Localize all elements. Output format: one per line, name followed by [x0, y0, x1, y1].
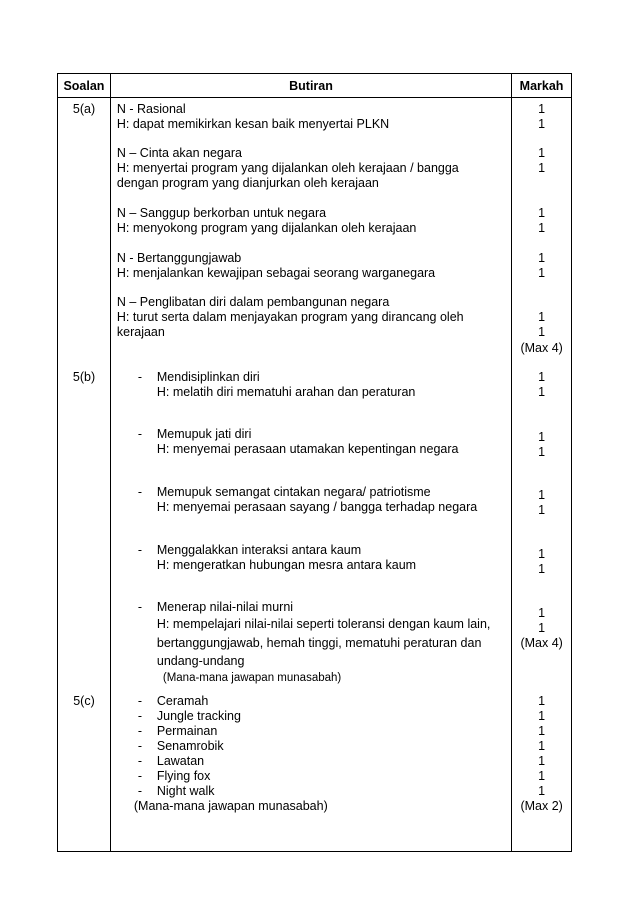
q5b-point-3-dash: - — [137, 485, 143, 499]
mark: 1 — [538, 117, 546, 131]
header-butiran: Butiran — [110, 74, 511, 98]
mark: 1 — [538, 102, 546, 116]
q5b-max-mark: (Max 4) — [520, 636, 563, 650]
mark: 1 — [538, 221, 546, 235]
q5a-point-4-h: H: menjalankan kewajipan sebagai seorang warganegara — [116, 266, 436, 280]
q5b-point-1-n: Mendisiplinkan diri — [156, 370, 260, 384]
q5a-point-3-h: H: menyokong program yang dijalankan oleh kerajaan — [116, 221, 417, 235]
q5b-point-1-h: H: melatih diri mematuhi arahan dan peraturan — [156, 385, 416, 399]
mark: 1 — [538, 562, 546, 576]
mark: 1 — [538, 547, 546, 561]
mark: 1 — [538, 739, 546, 753]
q5b-point-3-n: Memupuk semangat cintakan negara/ patriotisme — [156, 485, 431, 499]
details-column — [110, 98, 511, 852]
q5b-point-4-dash: - — [137, 543, 143, 557]
mark: 1 — [538, 251, 546, 265]
question-5c: 5(c) — [73, 694, 95, 708]
q5c-dash-1: - — [137, 694, 143, 708]
body-row — [58, 98, 572, 852]
q5a-max-mark: (Max 4) — [520, 341, 563, 355]
q5b-point-1-dash: - — [137, 370, 143, 384]
q5c-max-mark: (Max 2) — [520, 799, 563, 813]
question-5b: 5(b) — [72, 370, 96, 384]
q5b-point-4-h: H: mengeratkan hubungan mesra antara kaum — [156, 558, 417, 572]
q5b-point-2-dash: - — [137, 427, 143, 441]
question-column — [58, 98, 111, 852]
q5b-point-5-h: H: mempelajari nilai-nilai seperti toleransi dengan kaum lain, — [156, 617, 491, 631]
q5b-point-5-h3: undang-undang — [156, 654, 245, 668]
mark: 1 — [538, 445, 546, 459]
q5b-point-3-h: H: menyemai perasaan sayang / bangga terhadap negara — [156, 500, 478, 514]
q5a-point-2-h2: dengan program yang dianjurkan oleh kerajaan — [116, 176, 379, 190]
q5b-point-4-n: Menggalakkan interaksi antara kaum — [156, 543, 362, 557]
q5a-point-2-h: H: menyertai program yang dijalankan oleh kerajaan / bangga — [116, 161, 459, 175]
mark: 1 — [538, 621, 546, 635]
q5b-point-2-h: H: menyemai perasaan utamakan kepentingan negara — [156, 442, 459, 456]
mark: 1 — [538, 325, 546, 339]
header-row — [58, 74, 572, 98]
header-soalan: Soalan — [58, 74, 111, 98]
header-markah: Markah — [512, 74, 572, 98]
mark: 1 — [538, 206, 546, 220]
mark: 1 — [538, 606, 546, 620]
mark: 1 — [538, 754, 546, 768]
q5c-item-6: Flying fox — [156, 769, 211, 783]
q5b-point-5-dash: - — [137, 600, 143, 614]
mark: 1 — [538, 709, 546, 723]
mark: 1 — [538, 370, 546, 384]
q5b-note: (Mana-mana jawapan munasabah) — [162, 672, 342, 684]
mark: 1 — [538, 385, 546, 399]
q5a-point-5-n: N – Penglibatan diri dalam pembangunan negara — [116, 295, 390, 309]
mark: 1 — [538, 724, 546, 738]
question-5a: 5(a) — [72, 102, 96, 116]
q5c-dash-4: - — [137, 739, 143, 753]
q5c-dash-2: - — [137, 709, 143, 723]
q5a-point-5-h2: kerajaan — [116, 325, 165, 339]
q5a-point-2-n: N – Cinta akan negara — [116, 146, 242, 160]
q5a-point-4-n: N - Bertanggungjawab — [116, 251, 242, 265]
q5c-item-5: Lawatan — [156, 754, 205, 768]
q5a-point-5-h: H: turut serta dalam menjayakan program yang dirancang oleh — [116, 310, 464, 324]
q5c-note: (Mana-mana jawapan munasabah) — [133, 799, 328, 813]
q5c-dash-7: - — [137, 784, 143, 798]
q5a-point-1-n: N - Rasional — [116, 102, 186, 116]
q5c-item-7: Night walk — [156, 784, 215, 798]
mark: 1 — [538, 694, 546, 708]
q5a-point-1-h: H: dapat memikirkan kesan baik menyertai PLKN — [116, 117, 390, 131]
q5c-item-1: Ceramah — [156, 694, 209, 708]
q5b-point-2-n: Memupuk jati diri — [156, 427, 252, 441]
mark: 1 — [538, 266, 546, 280]
q5c-item-4: Senamrobik — [156, 739, 224, 753]
q5c-dash-3: - — [137, 724, 143, 738]
mark: 1 — [538, 430, 546, 444]
marks-column — [512, 98, 572, 852]
marking-scheme-table — [57, 73, 572, 852]
mark: 1 — [538, 769, 546, 783]
q5c-item-3: Permainan — [156, 724, 218, 738]
q5b-point-5-n: Menerap nilai-nilai murni — [156, 600, 294, 614]
mark: 1 — [538, 503, 546, 517]
q5b-point-5-h2: bertanggungjawab, hemah tinggi, mematuhi peraturan dan — [156, 636, 482, 650]
mark: 1 — [538, 488, 546, 502]
mark: 1 — [538, 784, 546, 798]
q5c-dash-6: - — [137, 769, 143, 783]
mark: 1 — [538, 161, 546, 175]
q5c-item-2: Jungle tracking — [156, 709, 241, 723]
q5c-dash-5: - — [137, 754, 143, 768]
mark: 1 — [538, 310, 546, 324]
mark: 1 — [538, 146, 546, 160]
q5a-point-3-n: N – Sanggup berkorban untuk negara — [116, 206, 327, 220]
